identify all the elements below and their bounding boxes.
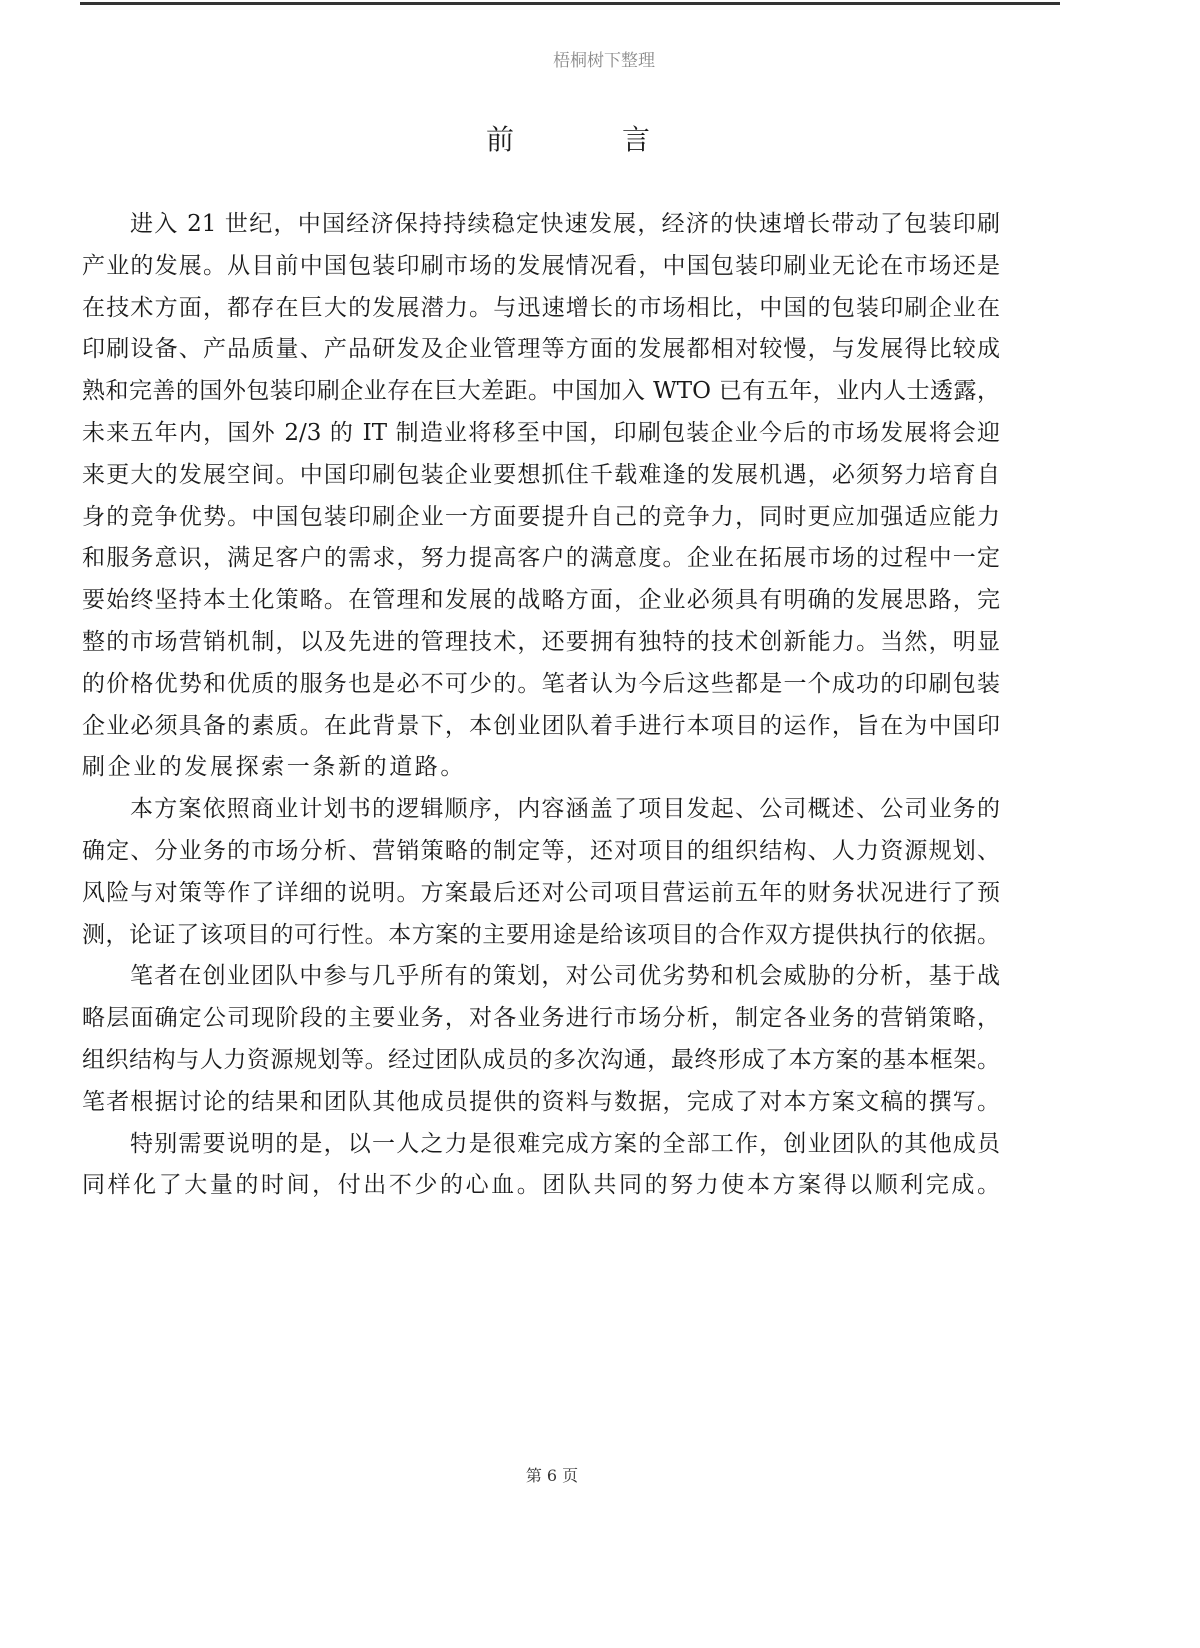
paragraph-line: 确定、分业务的市场分析、营销策略的制定等，还对项目的组织结构、人力资源规划、: [82, 837, 1000, 864]
paragraph-line: 组织结构与人力资源规划等。经过团队成员的多次沟通，最终形成了本方案的基本框架。: [82, 1046, 1000, 1073]
page-header: 梧桐树下整理: [553, 51, 655, 71]
paragraph-line: 在技术方面，都存在巨大的发展潜力。与迅速增长的市场相比，中国的包装印刷企业在: [82, 294, 1000, 321]
paragraph-line: 的价格优势和优质的服务也是必不可少的。笔者认为今后这些都是一个成功的印刷包装: [82, 670, 1000, 697]
paragraph-line: 印刷设备、产品质量、产品研发及企业管理等方面的发展都相对较慢，与发展得比较成: [82, 336, 1000, 363]
paragraph-line: 特别需要说明的是，以一人之力是很难完成方案的全部工作，创业团队的其他成员: [130, 1130, 1000, 1157]
paragraph-line: 笔者根据讨论的结果和团队其他成员提供的资料与数据，完成了对本方案文稿的撰写。: [82, 1088, 1000, 1115]
page-number: 第 6 页: [525, 1466, 579, 1485]
paragraph-line: 略层面确定公司现阶段的主要业务，对各业务进行市场分析，制定各业务的营销策略，: [82, 1005, 1000, 1032]
paragraph-line: 测，论证了该项目的可行性。本方案的主要用途是给该项目的合作双方提供执行的依据。: [82, 921, 1000, 948]
paragraph-line: 同样化了大量的时间，付出不少的心血。团队共同的努力使本方案得以顺利完成。: [82, 1172, 1000, 1199]
paragraph-line: 刷企业的发展探索一条新的道路。: [82, 754, 466, 781]
paragraph-line: 企业必须具备的素质。在此背景下，本创业团队着手进行本项目的运作，旨在为中国印: [82, 712, 1000, 739]
paragraph-line: 来更大的发展空间。中国印刷包装企业要想抓住千载难逢的发展机遇，必须努力培育自: [82, 461, 1000, 488]
paragraph-line: 笔者在创业团队中参与几乎所有的策划，对公司优劣势和机会威胁的分析，基于战: [130, 963, 1000, 990]
top-rule: [80, 2, 1060, 5]
paragraph-line: 风险与对策等作了详细的说明。方案最后还对公司项目营运前五年的财务状况进行了预: [82, 879, 1000, 906]
paragraph-line: 整的市场营销机制，以及先进的管理技术，还要拥有独特的技术创新能力。当然，明显: [82, 628, 1000, 655]
paragraph-line: 身的竞争优势。中国包装印刷企业一方面要提升自己的竞争力，同时更应加强适应能力: [82, 503, 1000, 530]
paragraph-line: 熟和完善的国外包装印刷企业存在巨大差距。中国加入 WTO 已有五年，业内人士透露，: [82, 378, 1000, 405]
page-title: 前 言: [485, 123, 690, 156]
body-text: [82, 204, 1000, 1207]
paragraph-line: 进入 21 世纪，中国经济保持持续稳定快速发展，经济的快速增长带动了包装印刷: [130, 211, 1000, 237]
paragraph-line: 产业的发展。从目前中国包装印刷市场的发展情况看，中国包装印刷业无论在市场还是: [82, 252, 1000, 279]
paragraph-line: 要始终坚持本土化策略。在管理和发展的战略方面，企业必须具有明确的发展思路，完: [82, 587, 1000, 614]
paragraph-line: 本方案依照商业计划书的逻辑顺序，内容涵盖了项目发起、公司概述、公司业务的: [130, 796, 1000, 823]
paragraph-line: 未来五年内，国外 2/3 的 IT 制造业将移至中国，印刷包装企业今后的市场发展将会迎: [82, 419, 1000, 446]
paragraph-line: 和服务意识，满足客户的需求，努力提高客户的满意度。企业在拓展市场的过程中一定: [82, 545, 1000, 572]
